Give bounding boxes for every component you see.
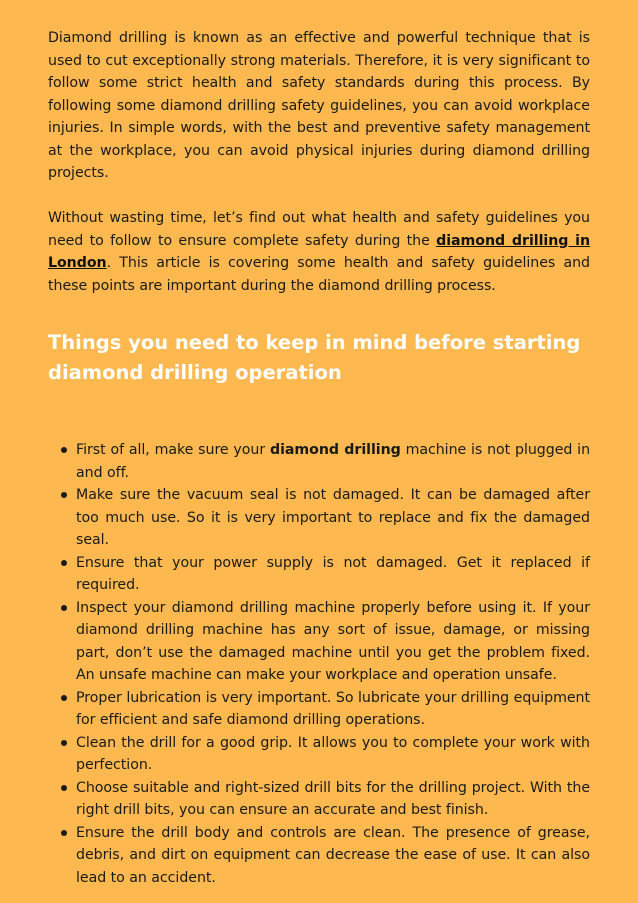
- list-item-text-before: First of all, make sure your: [76, 442, 270, 458]
- intro-paragraph-2-text-after: . This article is covering some health and safety guidelines and these points are important during the diamond drilling process.: [48, 255, 590, 294]
- bullet-icon: [61, 785, 67, 791]
- list-item-text: Ensure that your power supply is not damaged. Get it replaced if required.: [76, 554, 590, 593]
- list-item: [48, 484, 590, 552]
- bullet-icon: [61, 605, 67, 611]
- list-item-text: Proper lubrication is very important. So lubricate your drilling equipment for efficient and safe diamond drilling operations.: [76, 689, 590, 728]
- bullet-icon: [61, 447, 67, 453]
- list-item-text: Choose suitable and right-sized drill bits for the drilling project. With the right drill bits, you can ensure an accurate and best finish.: [76, 779, 590, 818]
- bullet-icon: [61, 560, 67, 566]
- bullet-icon: [61, 695, 67, 701]
- intro-paragraph-1: Diamond drilling is known as an effective and powerful technique that is used to cut exceptionally strong materials. Therefore, it is very significant to follow some strict health and safety standards during this process. By following some diamond drilling safety guidelines, you can avoid workplace injuries. In simple words, with the best and preventive safety management at the workplace, you can avoid physical injuries during diamond drilling projects.: [48, 30, 590, 181]
- bullet-icon: [61, 830, 67, 836]
- list-item: [48, 732, 590, 777]
- list-item: [48, 822, 590, 890]
- safety-checklist: [48, 439, 590, 889]
- list-item: [48, 777, 590, 822]
- list-item-text: Make sure the vacuum seal is not damaged. It can be damaged after too much use. So it is very important to replace and fix the damaged seal.: [76, 487, 590, 548]
- list-item-text-after: machine is not plugged in and off.: [76, 442, 591, 481]
- list-item-text: Clean the drill for a good grip. It allows you to complete your work with perfection.: [76, 734, 590, 773]
- diamond-drilling-london-link[interactable]: diamond drilling in London: [48, 232, 590, 271]
- list-item: [48, 597, 590, 687]
- list-item: [48, 552, 590, 597]
- intro-paragraph-2: [48, 207, 590, 297]
- section-heading: Things you need to keep in mind before starting diamond drilling operation: [48, 331, 581, 384]
- list-item-text: Ensure the drill body and controls are clean. The presence of grease, debris, and dirt on equipment can decrease the ease of use. It can also lead to an accident.: [76, 824, 590, 886]
- bullet-icon: [61, 492, 67, 498]
- list-item-bold-text: diamond drilling: [269, 442, 401, 458]
- list-item: [48, 439, 590, 484]
- intro-paragraph-2-text-before: Without wasting time, let’s find out what health and safety guidelines you need to follow to ensure complete safety during the: [48, 210, 590, 249]
- bullet-icon: [61, 740, 67, 746]
- list-item: [48, 687, 590, 732]
- list-item-text: Inspect your diamond drilling machine properly before using it. If your diamond drilling machine has any sort of issue, damage, or missing part, don’t use the damaged machine until you get the problem fixed. An unsafe machine can make your workplace and operation unsafe.: [76, 599, 590, 683]
